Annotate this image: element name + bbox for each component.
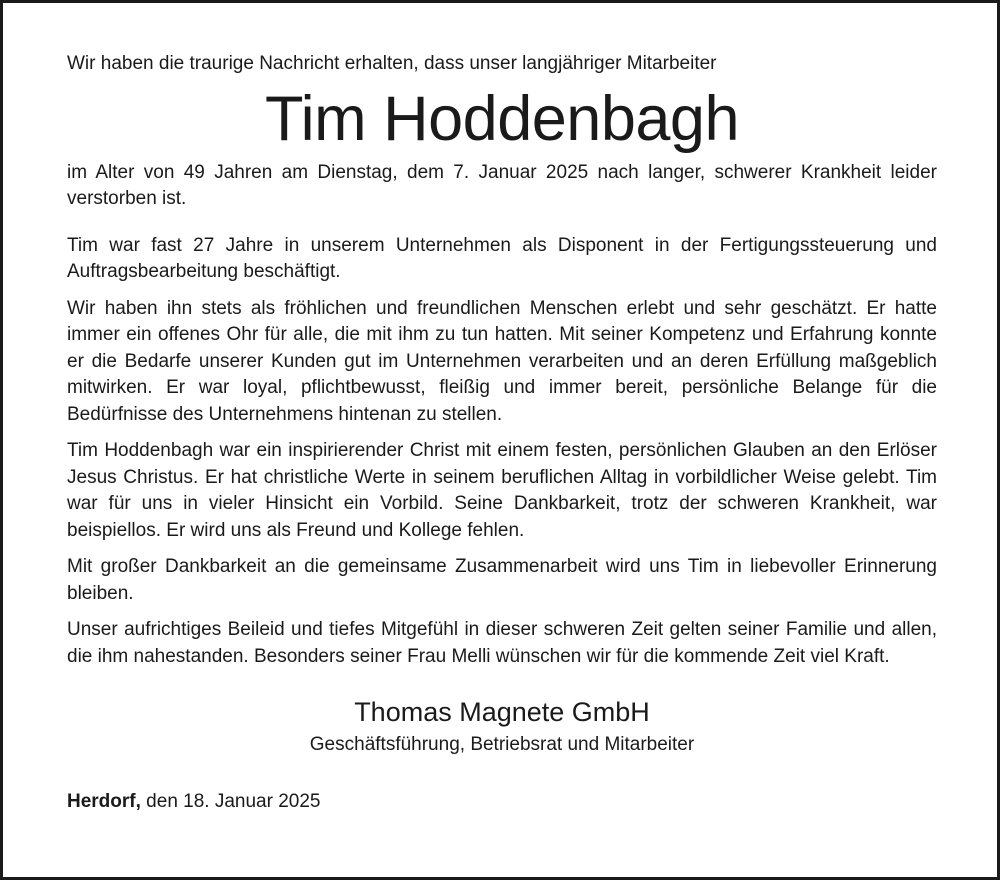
date-text: den 18. Januar 2025 (140, 790, 321, 812)
paragraph-condolences: Unser aufrichtiges Beileid und tiefes Mitgefühl in dieser schweren Zeit gelten seiner Familie und allen, die ihm nahestanden. Besonders seiner Frau Melli wünschen wir für die kommende Zeit viel Kraft. (67, 619, 937, 667)
company-name: Thomas Magnete GmbH (354, 697, 650, 727)
intro-text: Wir haben die traurige Nachricht erhalten, dass unser langjähriger Mitarbeiter (67, 53, 717, 74)
paragraph-faith: Tim Hoddenbagh war ein inspirierender Christ mit einem festen, persönlichen Glauben an den Erlöser Jesus Christus. Er hat christliche Werte in seinem beruflichen Alltag in vorbildlicher Weise gelebt. Tim war für uns in vieler Hinsicht ein Vorbild. Seine Dankbarkeit, trotz der schweren Krankheit, war beispiellos. Er wird uns als Freund und Kollege fehlen. (67, 440, 937, 541)
company-subtitle: Geschäftsführung, Betriebsrat und Mitarbeiter (309, 734, 695, 755)
paragraph-remembrance: Mit großer Dankbarkeit an die gemeinsame Zusammenarbeit wird uns Tim in liebevoller Erinnerung bleiben. (67, 556, 937, 604)
death-info-text: im Alter von 49 Jahren am Dienstag, dem 7. Januar 2025 nach langer, schwerer Krankheit leider verstorben ist. (67, 161, 937, 209)
notice-content (67, 51, 937, 815)
paragraph-character: Wir haben ihn stets als fröhlichen und freundlichen Menschen erlebt und sehr geschätzt. Er hatte immer ein offenes Ohr für alle, die mit ihm zu tun hatten. Mit seiner Kompetenz und Erfahrung konnte er die Bedarfe unserer Kunden gut im Unternehmen verarbeiten und an deren Erfüllung maßgeblich mitwirken. Er war loyal, pflichtbewusst, fleißig und immer bereit, persönliche Belange für die Bedürfnisse des Unternehmens hintenan zu stellen. (67, 297, 937, 425)
paragraph-career: Tim war fast 27 Jahre in unserem Unternehmen als Disponent in der Fertigungssteuerung und Auftragsbearbeitung beschäftigt. (67, 234, 937, 282)
deceased-name: Tim Hoddenbagh (265, 83, 739, 154)
place-date-line (67, 789, 937, 816)
place-name: Herdorf, (67, 790, 141, 812)
